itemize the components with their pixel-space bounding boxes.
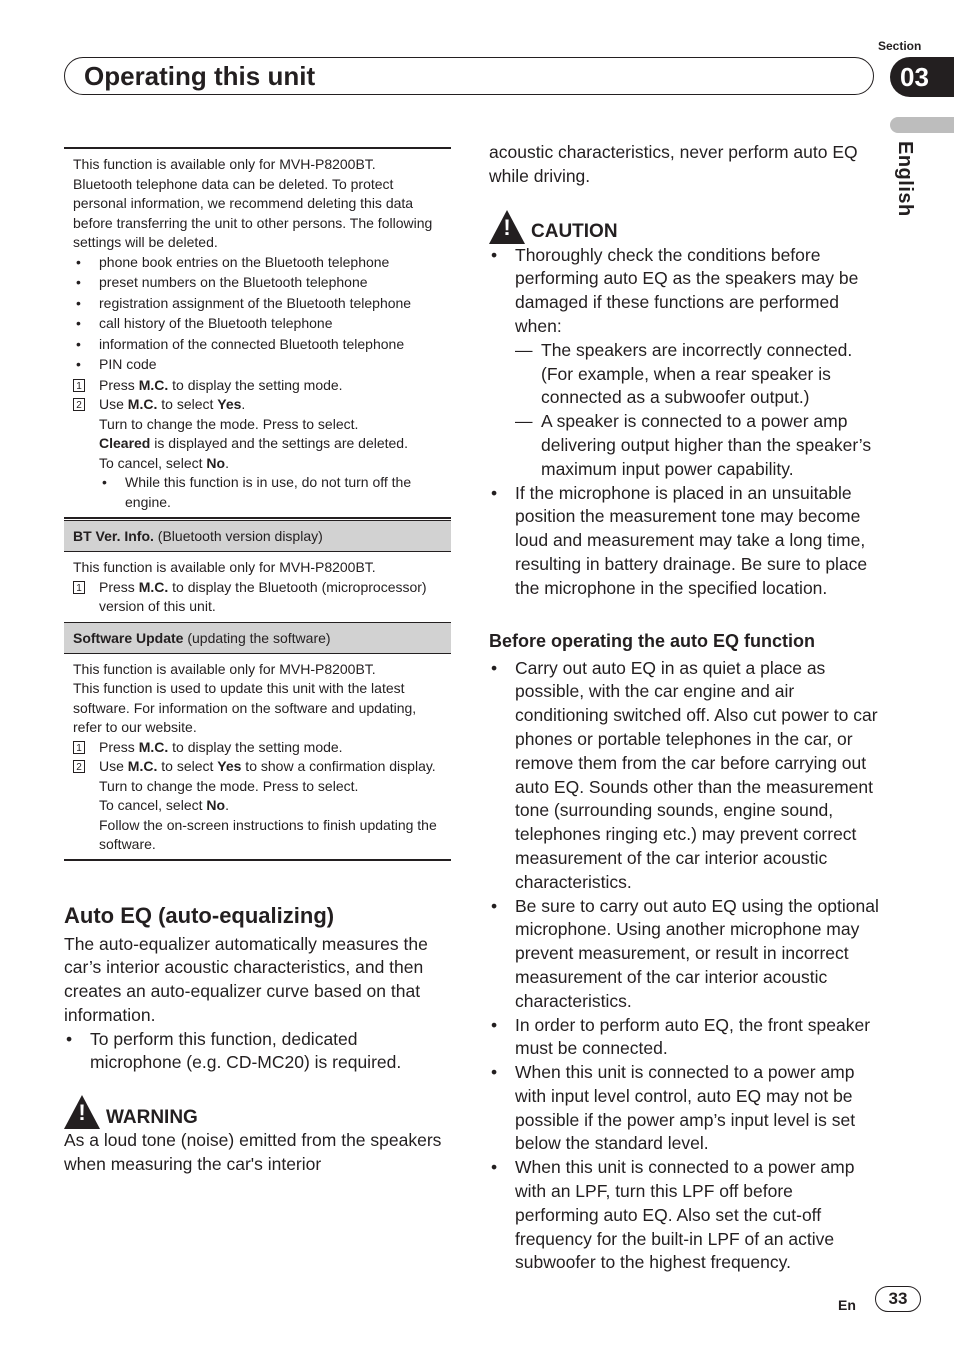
step-text: . <box>225 454 229 471</box>
bt-version-box <box>64 552 451 621</box>
key-name: M.C. <box>138 376 169 393</box>
key-name: M.C. <box>138 738 169 755</box>
software-update-box <box>64 654 451 861</box>
deleted-settings-list <box>73 253 442 375</box>
caution-heading <box>489 210 879 244</box>
auto-eq-requirements <box>64 1028 451 1076</box>
list-item: • To perform this function, dedicated microphone (e.g. CD-MC20) is required. <box>64 1028 451 1076</box>
menu-description: (updating the software) <box>183 629 331 646</box>
step-2-detail <box>73 454 442 474</box>
list-item: — The speakers are incorrectly connected. (For example, when a rear speaker is connected as a subwoofer output.) <box>515 339 879 410</box>
step-text: to display the setting mode. <box>168 738 343 755</box>
list-item: • preset numbers on the Bluetooth telephone <box>73 273 442 293</box>
software-update-heading <box>64 622 451 654</box>
step-text: Press <box>99 376 139 393</box>
step-text: To cancel, select <box>99 797 207 813</box>
page-title: Operating this unit <box>84 61 316 91</box>
delete-data-box <box>64 147 451 519</box>
step-number: 1 <box>73 379 85 392</box>
list-item: • call history of the Bluetooth telephone <box>73 314 442 334</box>
list-item: — A speaker is connected to a power amp delivering output higher than the speaker’s maximum input power capability. <box>515 410 879 481</box>
step-number: 2 <box>73 398 85 411</box>
step-2-note <box>99 473 442 512</box>
language-label: English <box>894 141 916 217</box>
menu-name: Software Update <box>73 629 184 646</box>
auto-eq-heading: Auto EQ (auto-equalizing) <box>64 902 335 928</box>
list-item: • In order to perform auto EQ, the front speaker must be connected. <box>489 1014 879 1062</box>
step-1 <box>73 578 442 617</box>
list-item: • When this unit is connected to a power amp with an LPF, turn this LPF off before performing auto EQ. Also set the cut-off frequency for the built-in LPF of an active subwoofer to the highest frequency. <box>489 1156 879 1275</box>
warning-text: As a loud tone (noise) emitted from the speakers when measuring the car's interior <box>64 1130 442 1175</box>
step-2-detail: Follow the on-screen instructions to finish updating the software. <box>99 816 437 852</box>
step-1 <box>73 376 442 396</box>
step-text: . <box>225 797 229 813</box>
caution-list <box>489 244 879 601</box>
step-text: to select <box>157 758 218 774</box>
step-text: to display the setting mode. <box>168 376 343 393</box>
list-item <box>489 244 879 482</box>
step-text: To cancel, select <box>99 454 207 471</box>
list-item: • When this unit is connected to a power amp with input level control, auto EQ may not be possible if the power amp’s input level is set below the standard level. <box>489 1061 879 1156</box>
auto-eq-section <box>64 901 451 1177</box>
auto-eq-description: The auto-equalizer automatically measures the car’s interior acoustic characteristics, and then creates an auto-equalizer curve based on that information. <box>64 933 428 1025</box>
option-name: No <box>206 454 226 471</box>
step-2-detail: Turn to change the mode. Press to select. <box>99 415 359 432</box>
list-item: • PIN code <box>73 355 442 375</box>
status-text: Cleared <box>99 435 151 451</box>
list-item: • information of the connected Bluetooth telephone <box>73 335 442 355</box>
step-2-detail: Turn to change the mode. Press to select. <box>99 777 359 794</box>
caution-icon: ! <box>489 210 525 244</box>
step-1 <box>73 738 442 758</box>
step-number: 1 <box>73 741 85 754</box>
list-item: • Carry out auto EQ in as quiet a place as possible, with the car engine and air conditioning switched off. Also cut power to car phones or portable telephones in the car, or remove them from the car before carrying out auto EQ. Sounds other than the measurement tone (surrounding sounds, engine sound, telephones ringing etc.) may prevent correct measurement of the car interior acoustic characteristics. <box>489 657 879 895</box>
step-text: Use <box>99 396 128 412</box>
step-text: Press <box>99 578 139 595</box>
step-text: to display the Bluetooth (microprocessor) version of this unit. <box>99 578 427 614</box>
list-item: • While this function is in use, do not turn off the engine. <box>99 473 442 512</box>
continued-text: acoustic characteristics, never perform auto EQ while driving. <box>489 142 858 186</box>
list-item: • Be sure to carry out auto EQ using the optional microphone. Using another microphone may prevent measurement, or result in incorrect measurement of the car interior acoustic characteristics. <box>489 895 879 1014</box>
step-number: 1 <box>73 581 85 594</box>
left-column <box>64 147 451 1177</box>
step-text: to show a confirmation display. <box>241 758 436 774</box>
caution-text: Thoroughly check the conditions before performing auto EQ as the speakers may be damaged if these functions are performed when: <box>515 244 859 336</box>
before-auto-eq-heading: Before operating the auto EQ function <box>489 630 816 651</box>
list-item: • phone book entries on the Bluetooth telephone <box>73 253 442 273</box>
caution-title: CAUTION <box>531 220 618 242</box>
page-number: 33 <box>875 1286 921 1312</box>
step-text: to select <box>157 396 218 412</box>
step-2 <box>73 395 442 415</box>
step-text: Use <box>99 758 128 774</box>
intro-line-1: This function is available only for MVH-P8200BT. <box>73 156 376 172</box>
menu-description: (Bluetooth version display) <box>153 528 323 544</box>
step-2-detail <box>73 796 442 816</box>
description: This function is used to update this unit with the latest software. For information on the software and updating, refer to our website. <box>73 680 417 735</box>
step-text: Press <box>99 738 139 755</box>
step-text: . <box>241 396 246 412</box>
list-item: • If the microphone is placed in an unsuitable position the measurement tone may become loud and measurement may take a long time, resulting in battery drainage. Be sure to place the microphone in the specified location. <box>489 482 879 601</box>
availability-note: This function is available only for MVH-P8200BT. <box>73 559 376 575</box>
key-name: M.C. <box>127 758 158 774</box>
section-number: 03 <box>890 57 954 97</box>
language-tab <box>890 117 954 133</box>
step-2 <box>73 757 442 777</box>
warning-icon: ! <box>64 1095 100 1129</box>
before-auto-eq-list <box>489 657 879 1276</box>
option-name: Yes <box>217 758 242 774</box>
intro-line-2: Bluetooth telephone data can be deleted. To protect personal information, we recommend deleting this data before transferring the unit to other persons. The following settings will be deleted. <box>73 175 433 250</box>
key-name: M.C. <box>127 396 158 412</box>
condition-list <box>515 339 879 482</box>
warning-heading <box>64 1095 451 1129</box>
warning-title: WARNING <box>106 1107 198 1129</box>
list-item: • registration assignment of the Bluetooth telephone <box>73 294 442 314</box>
key-name: M.C. <box>138 578 169 595</box>
step-2-detail <box>73 434 442 454</box>
menu-name: BT Ver. Info. <box>73 528 154 544</box>
availability-note: This function is available only for MVH-P8200BT. <box>73 660 376 677</box>
section-label: Section <box>878 39 922 53</box>
step-number: 2 <box>73 760 85 773</box>
option-name: Yes <box>217 396 242 412</box>
right-column <box>489 141 879 1275</box>
step-text: is displayed and the settings are deleted. <box>150 435 408 451</box>
bt-version-heading <box>64 520 451 552</box>
footer-language-code: En <box>838 1297 856 1313</box>
option-name: No <box>206 797 226 813</box>
